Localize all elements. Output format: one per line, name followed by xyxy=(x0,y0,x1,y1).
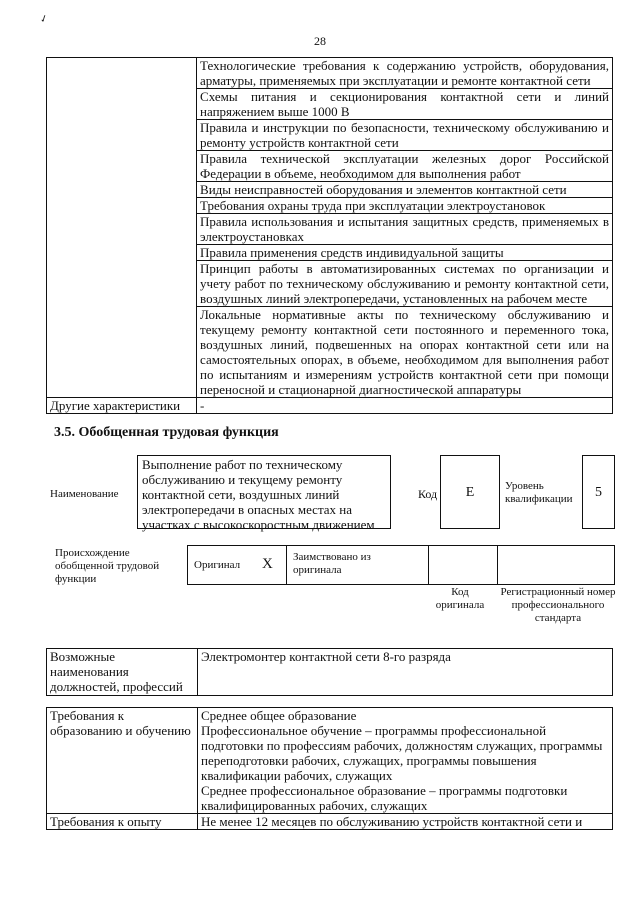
other-characteristics-value: - xyxy=(197,398,613,414)
positions-value: Электромонтер контактной сети 8-го разряда xyxy=(198,649,613,696)
origin-label: Происхождение обобщенной трудовой функции xyxy=(55,547,160,585)
knowledge-item: Правила технической эксплуатации железных дорог Российской Федерации в объеме, необходимом для выполнения работ xyxy=(197,151,613,182)
positions-table xyxy=(46,648,613,696)
knowledge-item: Виды неисправностей оборудования и элементов контактной сети xyxy=(197,182,613,198)
knowledge-item: Правила использования и испытания защитных средств, применяемых в электроустановках xyxy=(197,214,613,245)
table-row xyxy=(47,649,613,696)
origin-reg-number-cell xyxy=(497,545,615,585)
corner-tick-mark: ✓ xyxy=(38,12,51,27)
work-function-code: E xyxy=(440,455,500,529)
work-function-code-label: Код xyxy=(418,487,438,501)
table-row xyxy=(47,58,613,89)
knowledge-left-cell xyxy=(47,58,197,398)
education-line: Среднее общее образование xyxy=(201,708,357,723)
other-characteristics-label: Другие характеристики xyxy=(47,398,197,414)
qualification-level-label: Уровень квалификации xyxy=(505,480,573,505)
origin-reg-caption: Регистрационный номер профессионального стандарта xyxy=(500,586,616,624)
education-value xyxy=(198,708,613,814)
knowledge-item: Правила и инструкции по безопасности, техническому обслуживанию и ремонту устройств контактной сети xyxy=(197,120,613,151)
knowledge-item: Правила применения средств индивидуальной защиты xyxy=(197,245,613,261)
education-table xyxy=(46,707,613,830)
positions-label: Возможные наименования должностей, профессий xyxy=(47,649,198,696)
origin-original-label: Оригинал xyxy=(194,559,241,571)
experience-value: Не менее 12 месяцев по обслуживанию устройств контактной сети и xyxy=(198,814,613,830)
table-row xyxy=(47,708,613,814)
origin-row xyxy=(187,545,615,585)
knowledge-item: Схемы питания и секционирования контактной сети и линий напряжением выше 1000 В xyxy=(197,89,613,120)
education-label: Требования к образованию и обучению xyxy=(47,708,198,814)
knowledge-item: Принцип работы в автоматизированных системах по организации и учету работ по техническому обслуживанию и ремонту контактной сети, воздушных линий электропередачи, установленных на рабочем месте xyxy=(197,261,613,307)
experience-label: Требования к опыту xyxy=(47,814,198,830)
section-heading: 3.5. Обобщенная трудовая функция xyxy=(54,425,279,440)
work-function-name: Выполнение работ по техническому обслуживанию и текущему ремонту контактной сети, воздушных линий электропередачи в опасных местах на участках с высокоскоростным движением xyxy=(137,455,391,529)
education-line: Среднее профессиональное образование – программы подготовки квалифицированных рабочих, служащих xyxy=(201,783,568,813)
knowledge-item: Требования охраны труда при эксплуатации электроустановок xyxy=(197,198,613,214)
knowledge-table xyxy=(46,57,613,414)
table-row xyxy=(47,398,613,414)
page-number: 28 xyxy=(314,34,326,48)
origin-code-cell xyxy=(428,545,498,585)
work-function-name-label: Наименование xyxy=(50,488,119,500)
knowledge-item: Локальные нормативные акты по техническому обслуживанию и текущему ремонту контактной сети постоянного и переменного тока, воздушных линий, подвешенных на опорах контактной сети или на самостоятельных опорах, в объеме, необходимом для выполнения работ по испытаниям и измерениям устройств контактной сети при помощи переносной и стационарной диагностической аппаратуры xyxy=(197,307,613,398)
education-line: Профессиональное обучение – программы профессиональной подготовки по профессиям рабочих, должностям служащих, программы переподготовки рабочих, служащих, программы повышения квалификации рабочих, служащих xyxy=(201,723,603,783)
qualification-level-value: 5 xyxy=(582,455,615,529)
origin-borrowed-label: Заимствовано из оригинала xyxy=(293,551,371,576)
table-row xyxy=(47,814,613,830)
origin-original-cell xyxy=(187,545,287,585)
origin-original-mark: X xyxy=(262,556,273,572)
origin-borrowed-cell xyxy=(286,545,429,585)
knowledge-item: Технологические требования к содержанию устройств, оборудования, арматуры, применяемых при эксплуатации и ремонте контактной сети xyxy=(197,58,613,89)
origin-code-caption: Код оригинала xyxy=(435,586,485,611)
